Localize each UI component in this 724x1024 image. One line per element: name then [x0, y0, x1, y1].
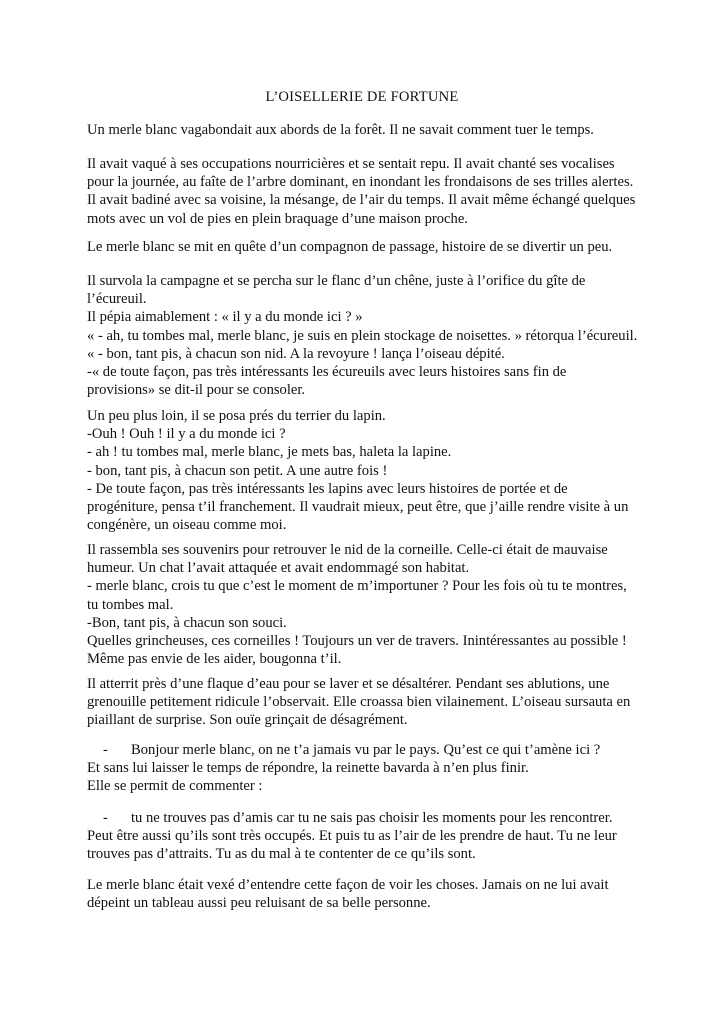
text-line: - De toute façon, pas très intéressants les lapins avec leurs histoires de portée et de [87, 480, 568, 497]
text-line: Il survola la campagne et se percha sur le flanc d’un chêne, juste à l’orifice du gîte de [87, 273, 586, 289]
text-line: Le merle blanc était vexé d’entendre cette façon de voir les choses. Jamais on ne lui avait [87, 877, 609, 893]
text-line: Il rassembla ses souvenirs pour retrouver le nid de la corneille. Celle-ci était de mauvaise [87, 542, 608, 558]
text-line: Et sans lui laisser le temps de répondre, la reinette bavarda à n’en plus finir. [87, 760, 529, 777]
paragraph-10 [87, 876, 657, 912]
paragraph-6 [87, 541, 657, 668]
text-line: Il avait badiné avec sa voisine, la mésange, de l’air du temps. Il avait même échangé quelques [87, 192, 636, 209]
dialogue-line [87, 741, 657, 759]
text-line: piaillant de surprise. Son ouïe grinçait de désagrément. [87, 712, 408, 729]
text-line: Même pas envie de les aider, bougonna t’il. [87, 651, 342, 668]
text-line: progéniture, pensa t’il franchement. Il vaudrait mieux, peut être, que j’aille rendre visite à un [87, 499, 629, 516]
text-line: « - ah, tu tombes mal, merle blanc, je suis en plein stockage de noisettes. » rétorqua l’écureuil. [87, 327, 638, 344]
text-line: dépeint un tableau aussi peu reluisant de sa belle personne. [87, 895, 431, 912]
text-line: provisions» se dit-il pour se consoler. [87, 382, 306, 399]
paragraph-4 [87, 272, 657, 399]
list-dash: - [103, 742, 108, 758]
text-line: -« de toute façon, pas très intéressants les écureuils avec leurs histoires sans fin de [87, 364, 567, 381]
text-line: tu tombes mal. [87, 596, 174, 613]
text-line: mots avec un vol de pies en plein braquage d’une maison proche. [87, 210, 468, 227]
text-line: Le merle blanc se mit en quête d’un compagnon de passage, histoire de se divertir un peu. [87, 239, 613, 255]
paragraph-8 [87, 741, 657, 796]
list-dash: - [103, 810, 108, 826]
text-line: Il pépia aimablement : « il y a du monde ici ? » [87, 309, 363, 326]
text-line: l’écureuil. [87, 291, 147, 308]
text-line: Elle se permit de commenter : [87, 778, 263, 795]
text-line: -Bon, tant pis, à chacun son souci. [87, 614, 287, 631]
dialogue-text: Bonjour merle blanc, on ne t’a jamais vu par le pays. Qu’est ce qui t’amène ici ? [131, 742, 601, 758]
paragraph-9 [87, 809, 657, 864]
text-line: -Ouh ! Ouh ! il y a du monde ici ? [87, 426, 286, 443]
text-line: « - bon, tant pis, à chacun son nid. A la revoyure ! lança l’oiseau dépité. [87, 345, 505, 362]
text-line: Quelles grincheuses, ces corneilles ! Toujours un ver de travers. Inintéressantes au possible ! [87, 633, 627, 650]
dialogue-line [87, 809, 657, 827]
text-line: humeur. Un chat l’avait attaquée et avait endommagé son habitat. [87, 560, 470, 577]
paragraph-3 [87, 238, 657, 256]
text-line: - merle blanc, crois tu que c’est le moment de m’importuner ? Pour les fois où tu te montres, [87, 578, 627, 595]
page-title: L’OISELLERIE DE FORTUNE [265, 89, 459, 105]
text-line: trouves pas d’attraits. Tu as du mal à te contenter de ce qu’ils sont. [87, 846, 476, 863]
text-line: congénère, un oiseau comme moi. [87, 517, 287, 534]
dialogue-text: tu ne trouves pas d’amis car tu ne sais pas choisir les moments pour les rencontrer. [131, 810, 613, 826]
paragraph-2 [87, 155, 657, 228]
text-line: Peut être aussi qu’ils sont très occupés. Et puis tu as l’air de les prendre de haut. Tu ne leur [87, 828, 617, 845]
text-line: Un merle blanc vagabondait aux abords de la forêt. Il ne savait comment tuer le temps. [87, 122, 594, 138]
text-line: pour la journée, au faîte de l’arbre dominant, en inondant les frondaisons de ses trilles alertes. [87, 174, 634, 191]
text-line: Il avait vaqué à ses occupations nourricières et se sentait repu. Il avait chanté ses vocalises [87, 156, 615, 172]
text-line: Il atterrit près d’une flaque d’eau pour se laver et se désaltérer. Pendant ses ablutions, une [87, 676, 610, 692]
paragraph-1 [87, 121, 657, 139]
text-line: grenouille petitement ridicule l’observait. Elle croassa bien vilainement. L’oiseau sursauta en [87, 694, 631, 711]
text-line: - bon, tant pis, à chacun son petit. A une autre fois ! [87, 462, 388, 479]
text-line: Un peu plus loin, il se posa prés du terrier du lapin. [87, 408, 386, 424]
paragraph-7 [87, 675, 657, 730]
text-line: - ah ! tu tombes mal, merle blanc, je mets bas, haleta la lapine. [87, 444, 452, 461]
paragraph-5 [87, 407, 657, 534]
